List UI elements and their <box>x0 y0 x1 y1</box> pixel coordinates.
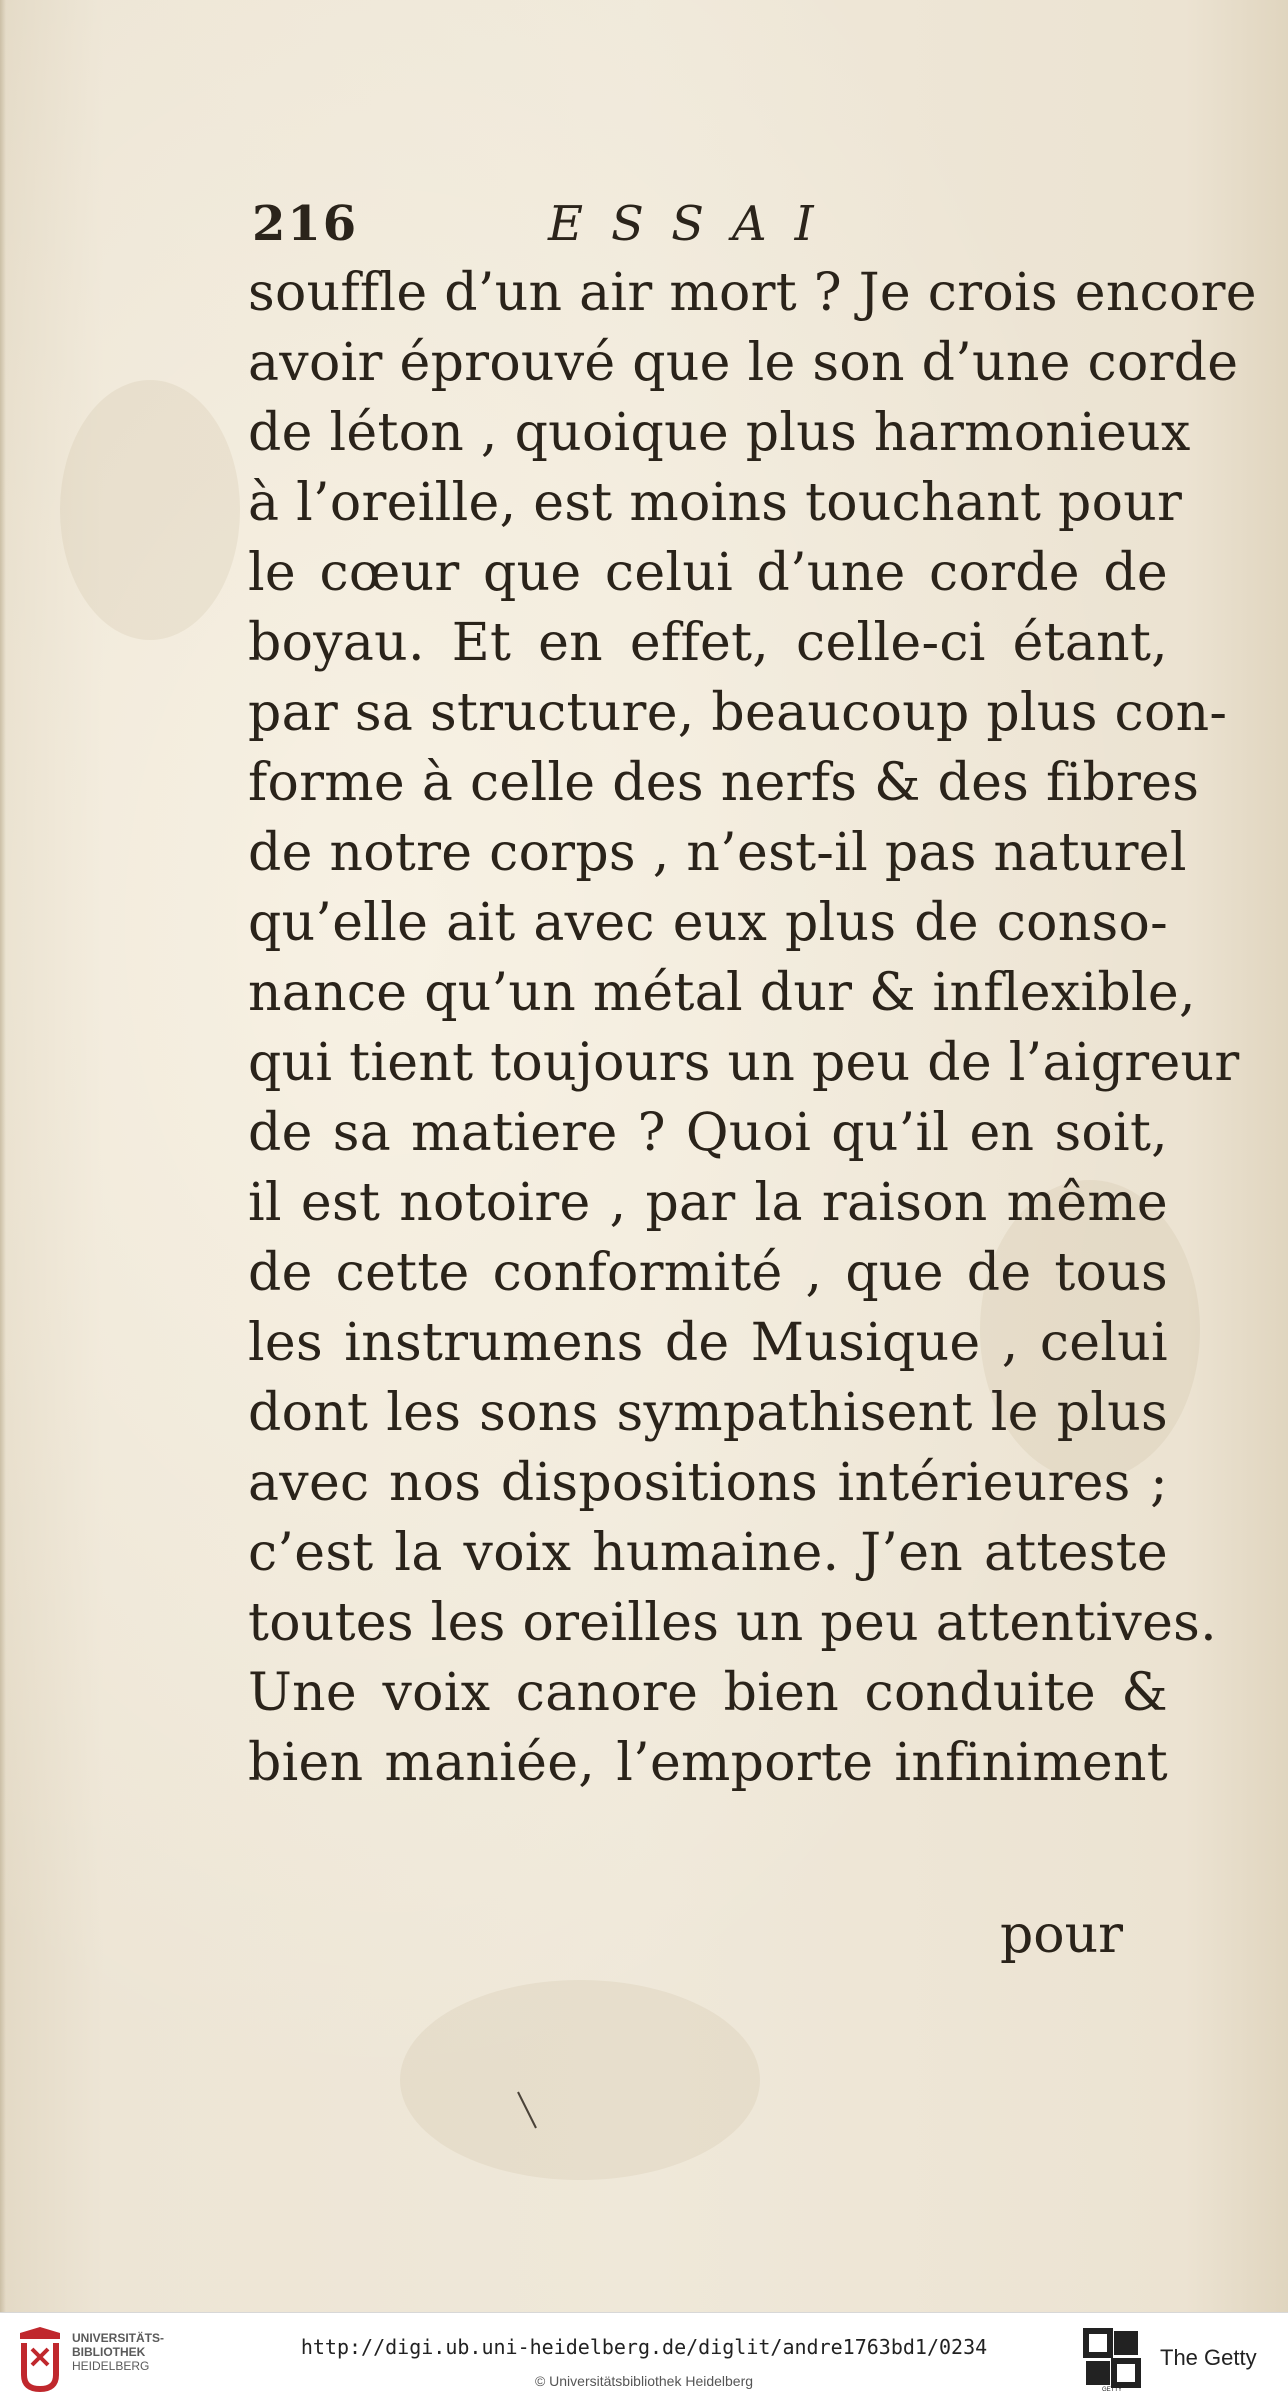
text-line: c’est la voix humaine. J’en atteste <box>248 1523 1168 1583</box>
text-line: souffle d’un air mort ? Je crois encore <box>248 263 1257 323</box>
copyright-notice: © Universitätsbibliothek Heidelberg <box>534 2373 754 2389</box>
text-line: boyau. Et en effet, celle-ci étant, <box>248 613 1168 673</box>
text-line: nance qu’un métal dur & inflexible, <box>248 963 1196 1023</box>
text-line: toutes les oreilles un peu attentives. <box>248 1593 1217 1653</box>
pencil-mark-icon <box>512 2090 542 2130</box>
text-line: avec nos dispositions intérieures ; <box>248 1453 1168 1513</box>
page-number: 216 <box>252 196 359 252</box>
getty-logo-icon[interactable] <box>1082 2327 1142 2393</box>
paper-stain <box>60 380 240 640</box>
page-header <box>252 196 1152 260</box>
text-line: avoir éprouvé que le son d’une corde <box>248 333 1239 393</box>
permalink-link[interactable]: http://digi.ub.uni-heidelberg.de/diglit/andre1763bd1/0234 <box>300 2335 988 2359</box>
partner-name: The Getty <box>1160 2345 1257 2370</box>
text-line: Une voix canore bien conduite & <box>248 1663 1168 1723</box>
text-line: de cette conformité , que de tous <box>248 1243 1168 1303</box>
text-line: qu’elle ait avec eux plus de conso- <box>248 893 1168 953</box>
text-line: à l’oreille, est moins touchant pour <box>248 473 1183 533</box>
footer-bar <box>0 2312 1288 2405</box>
library-name-line: HEIDELBERG <box>72 2359 150 2373</box>
text-line: de léton , quoique plus harmonieux <box>248 403 1191 463</box>
library-name-line: UNIVERSITÄTS- <box>72 2331 165 2345</box>
running-head: ESSAI <box>548 196 842 252</box>
text-line: de notre corps , n’est-il pas naturel <box>248 823 1187 883</box>
text-line: le cœur que celui d’une corde de <box>248 543 1168 603</box>
paper-stain <box>400 1980 760 2180</box>
body-text <box>248 258 1257 1798</box>
text-line: dont les sons sympathisent le plus <box>248 1383 1168 1443</box>
text-line: il est notoire , par la raison même <box>248 1173 1168 1233</box>
page-edge-shadow <box>0 0 6 2312</box>
catchword: pour <box>1000 1905 1123 1965</box>
library-name-line: BIBLIOTHEK <box>72 2345 146 2359</box>
text-line: de sa matiere ? Quoi qu’il en soit, <box>248 1103 1168 1163</box>
text-line: bien maniée, l’emporte infiniment <box>248 1733 1168 1793</box>
text-line: par sa structure, beaucoup plus con- <box>248 683 1228 743</box>
text-line: qui tient toujours un peu de l’aigreur <box>248 1033 1240 1093</box>
svg-text:GETTY: GETTY <box>1101 2387 1123 2393</box>
text-line: les instrumens de Musique , celui <box>248 1313 1168 1373</box>
text-line: forme à celle des nerfs & des fibres <box>248 753 1200 813</box>
